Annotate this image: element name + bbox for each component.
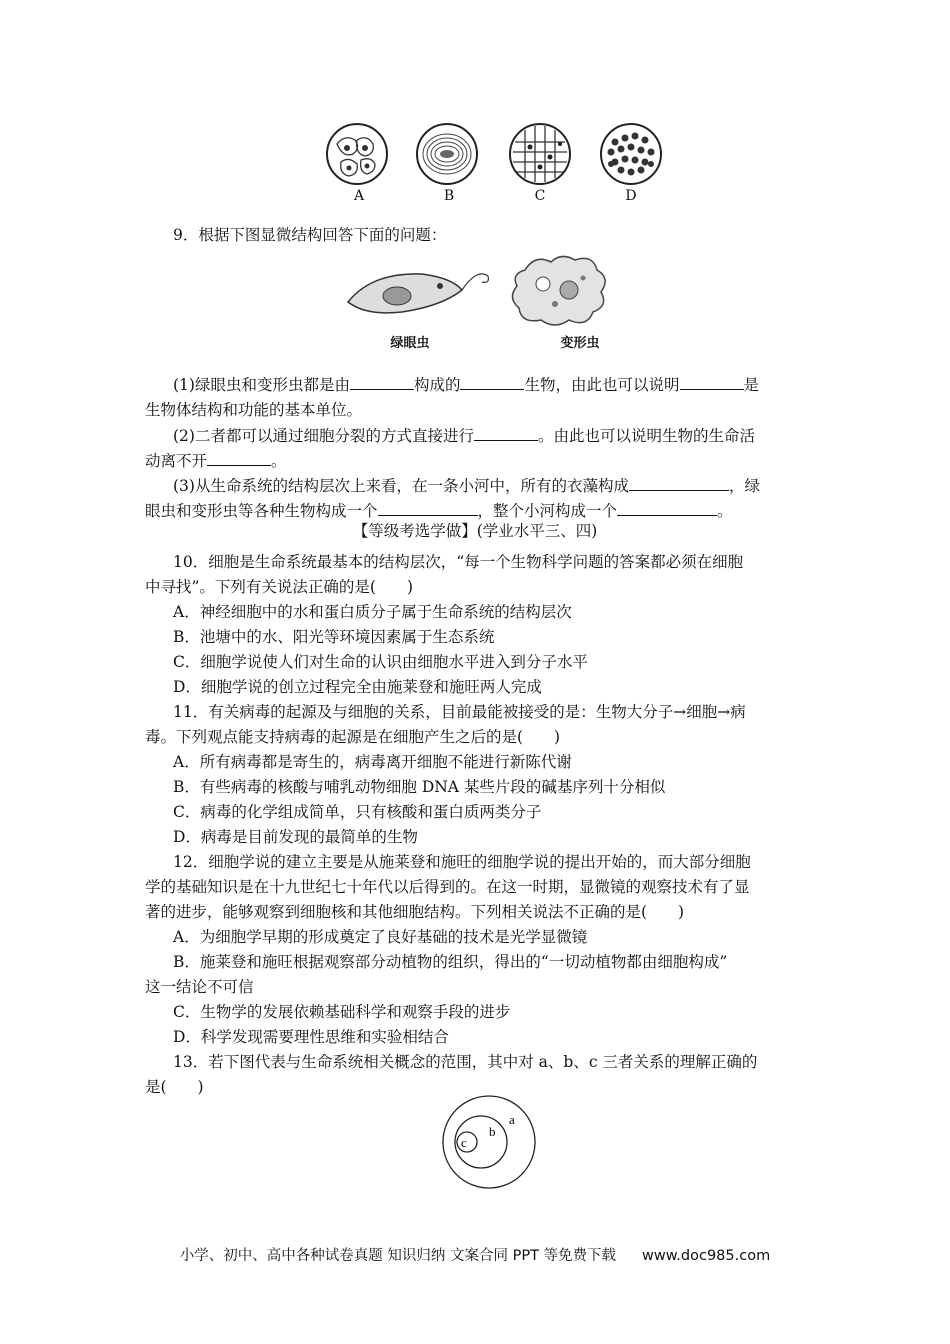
- q9-blank-8[interactable]: [617, 501, 717, 516]
- q11-option-a[interactable]: A．所有病毒都是寄生的，病毒离开细胞不能进行新陈代谢: [173, 753, 572, 771]
- q9-p2-text-b: 。由此也可以说明生物的生命活: [537, 427, 755, 445]
- micrograph-b: [417, 124, 477, 184]
- q9-blank-6[interactable]: [629, 476, 729, 491]
- circle-c: [457, 1132, 477, 1152]
- q9-p1-text-a: (1)绿眼虫和变形虫都是由: [173, 376, 350, 394]
- footer-text: 小学、初中、高中各种试卷真题 知识归纳 文案合同 PPT 等免费下载: [179, 1248, 617, 1264]
- q10-option-a[interactable]: A．神经细胞中的水和蛋白质分子属于生命系统的结构层次: [173, 603, 572, 621]
- q11-option-d[interactable]: D．病毒是目前发现的最简单的生物: [173, 828, 418, 846]
- figure-label-a: A: [353, 188, 365, 204]
- micrograph-a: [327, 124, 387, 184]
- q9-p1-text-d: 是: [743, 376, 760, 394]
- q9-p2-text-d: 。: [271, 452, 287, 470]
- amoeba-illustration: [505, 250, 615, 332]
- q9-p1-text-b: 构成的: [413, 376, 461, 394]
- q9-blank-1[interactable]: [350, 375, 414, 390]
- q9-part2-line1: [173, 424, 810, 449]
- q9-blank-4[interactable]: [474, 426, 538, 441]
- figure-label-c: C: [534, 188, 546, 204]
- q12-option-a[interactable]: A．为细胞学早期的形成奠定了良好基础的技术是光学显微镜: [173, 928, 588, 946]
- cell-micrographs-figure: [315, 122, 675, 188]
- q9-p2-text-a: (2)二者都可以通过细胞分裂的方式直接进行: [173, 427, 474, 445]
- q10-option-b[interactable]: B．池塘中的水、阳光等环境因素属于生态系统: [173, 628, 495, 646]
- section-heading: 【等级考选学做】(学业水平三、四): [352, 522, 598, 540]
- micrograph-c: [510, 124, 570, 184]
- q13-stem-line1: 13．若下图代表与生命系统相关概念的范围，其中对 a、b、c 三者关系的理解正确的: [173, 1053, 758, 1071]
- q10-option-d[interactable]: D．细胞学说的创立过程完全由施莱登和施旺两人完成: [173, 678, 542, 696]
- q9-p3-text-d: ，整个小河构成一个: [477, 502, 618, 520]
- figure-label-d: D: [625, 188, 637, 204]
- q13-stem-line2: 是( ): [145, 1078, 204, 1096]
- question-9-stem: 9．根据下图显微结构回答下面的问题：: [173, 226, 447, 244]
- q9-p1-text-c: 生物，由此也可以说明: [524, 376, 680, 394]
- q11-option-c[interactable]: C．病毒的化学组成简单，只有核酸和蛋白质两类分子: [173, 803, 542, 821]
- q12-option-b-line2[interactable]: 这一结论不可信: [145, 978, 254, 996]
- figure-label-b: B: [443, 188, 455, 204]
- q9-part2-line2: [145, 449, 810, 474]
- q12-option-b-line1[interactable]: B．施莱登和施旺根据观察部分动植物的组织，得出的“一切动植物都由细胞构成”: [173, 953, 728, 971]
- q9-p2-text-c: 动离不开: [145, 452, 208, 470]
- footer-url[interactable]: www.doc985.com: [642, 1248, 771, 1264]
- caption-euglena: 绿眼虫: [390, 336, 430, 351]
- nested-circles-diagram: [440, 1092, 540, 1192]
- q9-blank-3[interactable]: [680, 375, 744, 390]
- caption-amoeba: 变形虫: [560, 336, 600, 351]
- q9-p3-text-a: (3)从生命系统的结构层次上来看，在一条小河中，所有的衣藻构成: [173, 477, 629, 495]
- label-a: a: [509, 1112, 515, 1127]
- q10-stem-line2: 中寻找”。下列有关说法正确的是( ): [145, 578, 414, 596]
- q11-stem-line2: 毒。下列观点能支持病毒的起源是在细胞产生之后的是( ): [145, 728, 561, 746]
- label-b: b: [489, 1124, 496, 1139]
- label-c: c: [461, 1135, 467, 1150]
- q12-stem-line3: 著的进步，能够观察到细胞核和其他细胞结构。下列相关说法不正确的是( ): [145, 903, 685, 921]
- q12-stem-line1: 12．细胞学说的建立主要是从施莱登和施旺的细胞学说的提出开始的，而大部分细胞: [173, 853, 751, 871]
- q12-option-d[interactable]: D．科学发现需要理性思维和实验相结合: [173, 1028, 449, 1046]
- q9-part1-line1: [173, 373, 810, 398]
- micrograph-d: [601, 124, 661, 184]
- q9-part1-line2: 生物体结构和功能的基本单位。: [145, 401, 363, 419]
- q12-option-c[interactable]: C．生物学的发展依赖基础科学和观察手段的进步: [173, 1003, 511, 1021]
- q9-p3-text-b: ，绿: [728, 477, 760, 495]
- q11-stem-line1: 11．有关病毒的起源及与细胞的关系，目前最能被接受的是：生物大分子→细胞→病: [173, 703, 746, 721]
- q9-p3-text-e: 。: [717, 502, 733, 520]
- q9-p3-text-c: 眼虫和变形虫等各种生物构成一个: [145, 502, 378, 520]
- euglena-illustration: [342, 262, 492, 324]
- q11-option-b[interactable]: B．有些病毒的核酸与哺乳动物细胞 DNA 某些片段的碱基序列十分相似: [173, 778, 666, 796]
- q10-stem-line1: 10．细胞是生命系统最基本的结构层次，“每一个生物科学问题的答案都必须在细胞: [173, 553, 744, 571]
- q9-part3-line1: [173, 474, 810, 499]
- q10-option-c[interactable]: C．细胞学说使人们对生命的认识由细胞水平进入到分子水平: [173, 653, 588, 671]
- q9-blank-2[interactable]: [460, 375, 524, 390]
- footer: [0, 1244, 950, 1265]
- q9-blank-5[interactable]: [207, 451, 271, 466]
- q9-blank-7[interactable]: [378, 501, 478, 516]
- q12-stem-line2: 学的基础知识是在十九世纪七十年代以后得到的。在这一时期，显微镜的观察技术有了显: [145, 878, 750, 896]
